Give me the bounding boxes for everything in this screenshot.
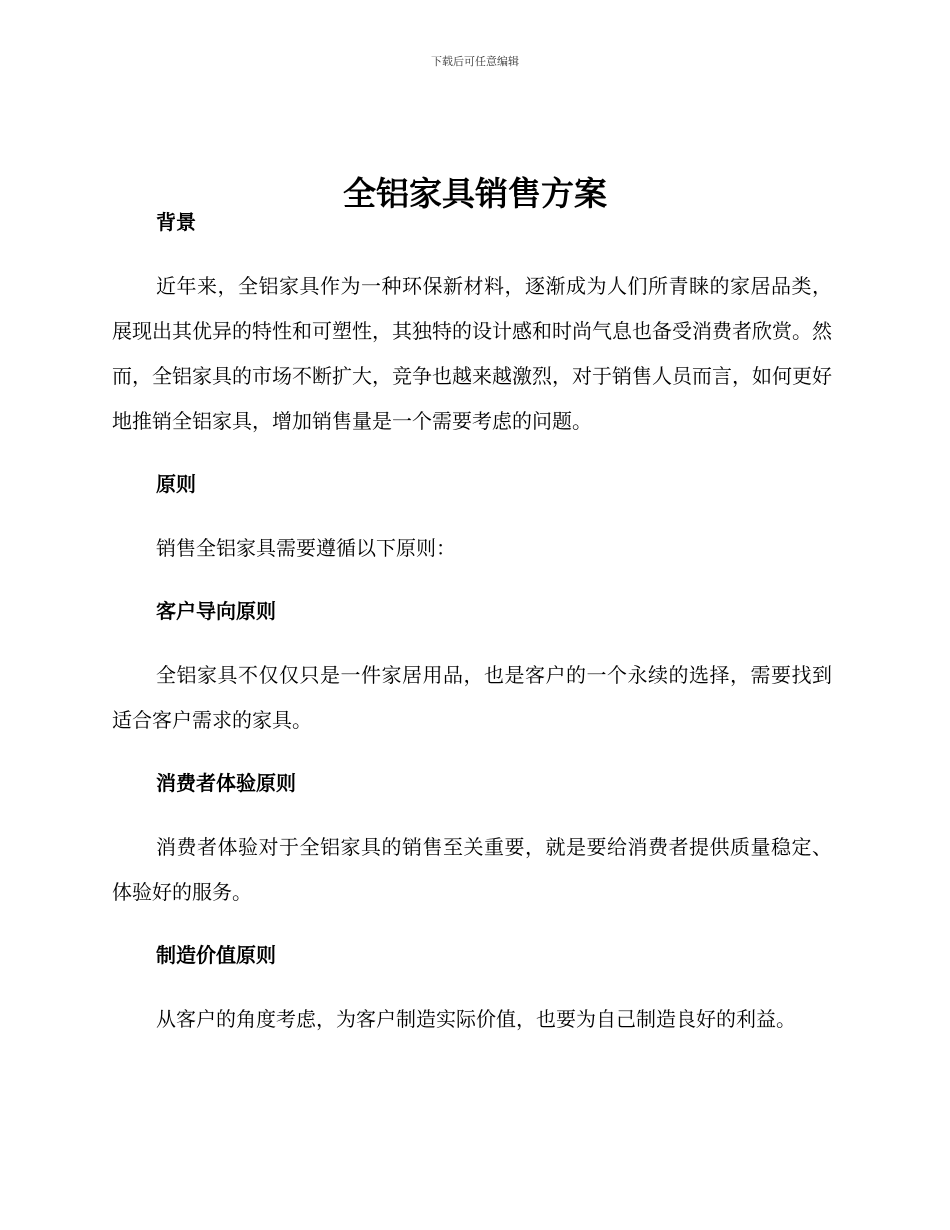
section-paragraph-consumer-experience: 消费者体验对于全铝家具的销售至关重要，就是要给消费者提供质量稳定、体验好的服务。 xyxy=(112,835,832,904)
section-paragraph-customer-oriented: 全铝家具不仅仅只是一件家居用品，也是客户的一个永续的选择，需要找到适合客户需求的家具。 xyxy=(112,663,832,732)
section-heading-consumer-experience: 消费者体验原则 xyxy=(156,771,296,795)
section-heading-value-creation: 制造价值原则 xyxy=(156,943,276,967)
section-heading-customer-oriented: 客户导向原则 xyxy=(156,599,276,623)
section-heading-background: 背景 xyxy=(156,210,196,234)
header-note: 下载后可任意编辑 xyxy=(431,55,519,68)
section-paragraph-value-creation: 从客户的角度考虑，为客户制造实际价值，也要为自己制造良好的利益。 xyxy=(156,1007,796,1031)
section-paragraph-background: 近年来，全铝家具作为一种环保新材料，逐渐成为人们所青睐的家居品类，展现出其优异的特性和可塑性，其独特的设计感和时尚气息也备受消费者欣赏。然而，全铝家具的市场不断扩大，竞争也越来越激烈，对于销售人员而言，如何更好地推销全铝家具，增加销售量是一个需要考虑的问题。 xyxy=(112,274,832,433)
document-body xyxy=(112,206,832,1042)
section-paragraph-principles: 销售全铝家具需要遵循以下原则： xyxy=(156,536,456,560)
document-title: 全铝家具销售方案 xyxy=(343,174,607,214)
section-heading-principles: 原则 xyxy=(156,472,196,496)
